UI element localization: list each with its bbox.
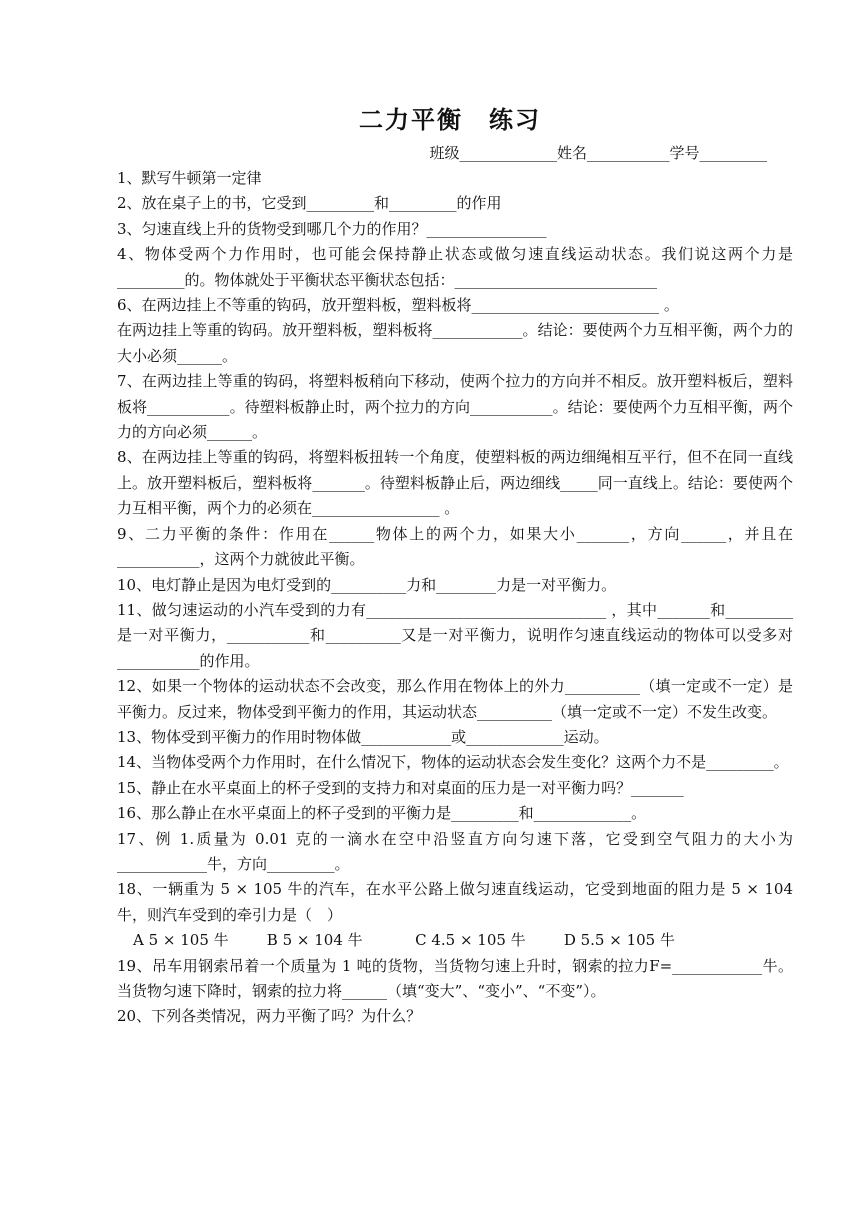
question-14: 14、当物体受两个力作用时，在什么情况下，物体的运动状态会发生变化？这两个力不是_________。 xyxy=(117,753,789,772)
question-2: 2、放在桌子上的书，它受到_________和_________的作用 xyxy=(117,194,502,213)
question-1: 1、默写牛顿第一定律 xyxy=(117,169,262,187)
question-4: 4、物体受两个力作用时，也可能会保持静止状态或做匀速直线运动状态。我们说这两个力是_________的。物体就处于平衡状态平衡状态包括：___________________________ xyxy=(117,245,793,289)
question-12: 12、如果一个物体的运动状态不会改变，那么作用在物体上的外力__________（填一定或不一定）是平衡力。反过来，物体受到平衡力的作用，其运动状态__________（填一定或不一定）不发生改变。 xyxy=(117,677,793,721)
question-9: 9、二力平衡的条件：作用在______物体上的两个力，如果大小_______，方向______，并且在___________，这两个力就彼此平衡。 xyxy=(117,524,793,569)
question-19: 19、吊车用钢索吊着一个质量为 1 吨的货物，当货物匀速上升时，钢索的拉力F=____________牛。当货物匀速下降时，钢索的拉力将______（填“变大”、“变小”、“不变”）。 xyxy=(117,956,793,1000)
question-6: 6、在两边挂上不等重的钩码，放开塑料板，塑料板将_________________________ 。 xyxy=(117,296,679,315)
student-info-line: 班级_____________姓名___________学号_________ xyxy=(429,144,767,162)
question-6-continued: 在两边挂上等重的钩码。放开塑料板，塑料板将____________。结论：要使两个力互相平衡，两个力的大小必须______。 xyxy=(117,321,793,365)
question-18-options: A 5 × 105 牛 B 5 × 104 牛 C 4.5 × 105 牛 D 5.5 × 105 牛 xyxy=(133,931,675,950)
question-15: 15、静止在水平桌面上的杯子受到的支持力和对桌面的压力是一对平衡力吗？_______ xyxy=(117,778,684,797)
worksheet-page xyxy=(117,100,793,1030)
question-18: 18、一辆重为 5 × 105 牛的汽车，在水平公路上做匀速直线运动，它受到地面的阻力是 5 × 104 牛，则汽车受到的牵引力是（ ） xyxy=(117,880,793,924)
page-title: 二力平衡 练习 xyxy=(359,106,541,134)
question-16: 16、那么静止在水平桌面上的杯子受到的平衡力是_________和_____________。 xyxy=(117,804,647,823)
question-13: 13、物体受到平衡力的作用时物体做____________或_____________运动。 xyxy=(117,727,609,746)
question-8: 8、在两边挂上等重的钩码，将塑料板扭转一个角度，使塑料板的两边细绳相互平行，但不在同一直线上。放开塑料板后，塑料板将_______。待塑料板静止后，两边细线_____同一直线上。结论：要使两个力互相平衡，两个力的必须在_________________ 。 xyxy=(117,448,793,518)
question-20: 20、下列各类情况，两力平衡了吗？为什么？ xyxy=(117,1007,422,1026)
question-3: 3、匀速直线上升的货物受到哪几个力的作用？________________ xyxy=(117,219,547,238)
question-10: 10、电灯静止是因为电灯受到的__________力和________力是一对平衡力。 xyxy=(117,575,617,594)
question-17: 17、例 1.质量为 0.01 克的一滴水在空中沿竖直方向匀速下落，它受到空气阻力的大小为____________牛，方向_________。 xyxy=(117,829,793,873)
question-11: 11、做匀速运动的小汽车受到的力有________________________________ ，其中_______和_________是一对平衡力，___________和__________又是一对平衡力，说明作匀速直线运动的物体可以受多对___________的作用。 xyxy=(117,600,793,670)
question-7: 7、在两边挂上等重的钩码，将塑料板稍向下移动，使两个拉力的方向并不相反。放开塑料板后，塑料板将___________。待塑料板静止时，两个拉力的方向___________。结论：要使两个力互相平衡，两个力的方向必须______。 xyxy=(117,372,793,442)
